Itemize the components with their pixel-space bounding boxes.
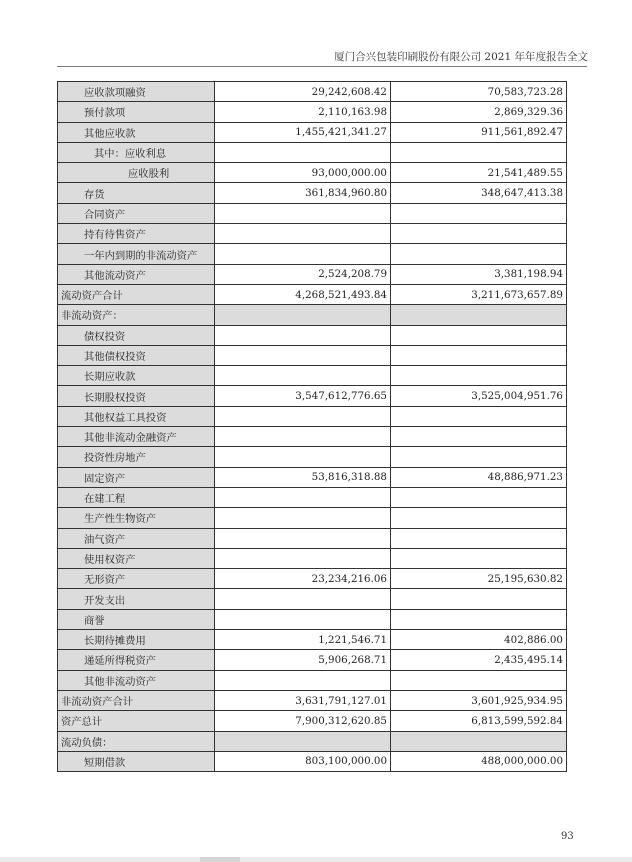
- row-label: 递延所得税资产: [58, 650, 215, 670]
- row-label: 持有待售资产: [58, 224, 215, 244]
- previous-period-value: 3,381,198.94: [391, 264, 567, 284]
- table-row: [58, 427, 567, 447]
- row-label: 长期应收款: [58, 366, 215, 386]
- previous-period-value: 2,869,329.36: [391, 102, 567, 122]
- table-row: [58, 690, 567, 710]
- previous-period-value: [391, 224, 567, 244]
- row-label: 流动负债：: [58, 731, 215, 751]
- row-label: 无形资产: [58, 569, 215, 589]
- table-row: [58, 284, 567, 304]
- table-row: [58, 163, 567, 183]
- current-period-value: 53,816,318.88: [215, 467, 391, 487]
- table-row: [58, 650, 567, 670]
- previous-period-value: [391, 528, 567, 548]
- row-label: 存货: [58, 183, 215, 203]
- current-period-value: [215, 366, 391, 386]
- previous-period-value: 48,886,971.23: [391, 467, 567, 487]
- current-period-value: [215, 325, 391, 345]
- row-label: 流动资产合计: [58, 284, 215, 304]
- current-period-value: [215, 224, 391, 244]
- current-period-value: [215, 487, 391, 507]
- table-row: [58, 142, 567, 162]
- row-label: 其他非流动资产: [58, 670, 215, 690]
- table-row: [58, 467, 567, 487]
- current-period-value: [215, 548, 391, 568]
- row-label: 长期股权投资: [58, 386, 215, 406]
- row-label: 使用权资产: [58, 548, 215, 568]
- table-row: [58, 264, 567, 284]
- previous-period-value: [391, 609, 567, 629]
- viewer-scroll-indicator: [200, 857, 240, 862]
- previous-period-value: [391, 366, 567, 386]
- row-label: 一年内到期的非流动资产: [58, 244, 215, 264]
- previous-period-value: [391, 508, 567, 528]
- row-label: 长期待摊费用: [58, 630, 215, 650]
- previous-period-value: [391, 487, 567, 507]
- table-row: [58, 731, 567, 751]
- current-period-value: [215, 203, 391, 223]
- table-row: [58, 751, 567, 771]
- current-period-value: [215, 406, 391, 426]
- table-row: [58, 82, 567, 102]
- table-row: [58, 203, 567, 223]
- table-row: [58, 183, 567, 203]
- previous-period-value: 402,886.00: [391, 630, 567, 650]
- current-period-value: [215, 244, 391, 264]
- previous-period-value: 3,211,673,657.89: [391, 284, 567, 304]
- current-period-value: 7,900,312,620.85: [215, 711, 391, 731]
- current-period-value: 1,221,546.71: [215, 630, 391, 650]
- previous-period-value: 6,813,599,592.84: [391, 711, 567, 731]
- previous-period-value: [391, 548, 567, 568]
- previous-period-value: 348,647,413.38: [391, 183, 567, 203]
- previous-period-value: [391, 325, 567, 345]
- row-label: 其他债权投资: [58, 345, 215, 365]
- row-label: 其他非流动金融资产: [58, 427, 215, 447]
- previous-period-value: [391, 447, 567, 467]
- table-row: [58, 487, 567, 507]
- table-row: [58, 386, 567, 406]
- table-row: [58, 224, 567, 244]
- previous-period-value: 70,583,723.28: [391, 82, 567, 102]
- current-period-value: 3,547,612,776.65: [215, 386, 391, 406]
- table-row: [58, 528, 567, 548]
- table-row: [58, 406, 567, 426]
- row-label: 应收股利: [58, 163, 215, 183]
- current-period-value: 3,631,791,127.01: [215, 690, 391, 710]
- balance-sheet-table: [57, 81, 567, 772]
- row-label: 合同资产: [58, 203, 215, 223]
- row-label: 其他权益工具投资: [58, 406, 215, 426]
- row-label: 非流动资产：: [58, 305, 215, 325]
- table-row: [58, 508, 567, 528]
- row-label: 非流动资产合计: [58, 690, 215, 710]
- page-number: 93: [561, 831, 574, 842]
- current-period-value: [215, 528, 391, 548]
- current-period-value: [215, 508, 391, 528]
- balance-sheet-body: [58, 82, 567, 772]
- current-period-value: [215, 345, 391, 365]
- current-period-value: 29,242,608.42: [215, 82, 391, 102]
- row-label: 其中：应收利息: [58, 142, 215, 162]
- table-row: [58, 305, 567, 325]
- previous-period-value: 911,561,892.47: [391, 122, 567, 142]
- previous-period-value: [391, 670, 567, 690]
- row-label: 短期借款: [58, 751, 215, 771]
- current-period-value: 2,110,163.98: [215, 102, 391, 122]
- current-period-value: 1,455,421,341.27: [215, 122, 391, 142]
- current-period-value: [215, 142, 391, 162]
- current-period-value: [215, 670, 391, 690]
- current-period-value: [215, 589, 391, 609]
- row-label: 其他应收款: [58, 122, 215, 142]
- table-row: [58, 244, 567, 264]
- current-period-value: 361,834,960.80: [215, 183, 391, 203]
- previous-period-value: [391, 345, 567, 365]
- table-row: [58, 548, 567, 568]
- previous-period-value: [391, 305, 567, 325]
- previous-period-value: [391, 203, 567, 223]
- table-row: [58, 447, 567, 467]
- row-label: 债权投资: [58, 325, 215, 345]
- report-header-title: 厦门合兴包装印刷股份有限公司 2021 年年度报告全文: [334, 51, 588, 63]
- row-label: 商誉: [58, 609, 215, 629]
- current-period-value: [215, 305, 391, 325]
- table-row: [58, 325, 567, 345]
- previous-period-value: [391, 406, 567, 426]
- table-row: [58, 122, 567, 142]
- current-period-value: [215, 447, 391, 467]
- table-row: [58, 609, 567, 629]
- row-label: 预付款项: [58, 102, 215, 122]
- previous-period-value: 25,195,630.82: [391, 569, 567, 589]
- previous-period-value: [391, 589, 567, 609]
- row-label: 投资性房地产: [58, 447, 215, 467]
- table-row: [58, 102, 567, 122]
- previous-period-value: 21,541,489.55: [391, 163, 567, 183]
- row-label: 油气资产: [58, 528, 215, 548]
- row-label: 生产性生物资产: [58, 508, 215, 528]
- previous-period-value: 488,000,000.00: [391, 751, 567, 771]
- previous-period-value: 3,601,925,934.95: [391, 690, 567, 710]
- table-row: [58, 711, 567, 731]
- previous-period-value: [391, 427, 567, 447]
- row-label: 应收款项融资: [58, 82, 215, 102]
- row-label: 固定资产: [58, 467, 215, 487]
- table-row: [58, 630, 567, 650]
- table-row: [58, 589, 567, 609]
- previous-period-value: [391, 244, 567, 264]
- current-period-value: 93,000,000.00: [215, 163, 391, 183]
- current-period-value: 803,100,000.00: [215, 751, 391, 771]
- current-period-value: 2,524,208.79: [215, 264, 391, 284]
- row-label: 资产总计: [58, 711, 215, 731]
- previous-period-value: [391, 142, 567, 162]
- header-divider: [57, 66, 587, 67]
- row-label: 在建工程: [58, 487, 215, 507]
- row-label: 其他流动资产: [58, 264, 215, 284]
- current-period-value: 23,234,216.06: [215, 569, 391, 589]
- table-row: [58, 569, 567, 589]
- current-period-value: [215, 731, 391, 751]
- previous-period-value: 3,525,004,951.76: [391, 386, 567, 406]
- row-label: 开发支出: [58, 589, 215, 609]
- table-row: [58, 670, 567, 690]
- table-row: [58, 345, 567, 365]
- current-period-value: [215, 609, 391, 629]
- previous-period-value: [391, 731, 567, 751]
- table-row: [58, 366, 567, 386]
- current-period-value: 5,906,268.71: [215, 650, 391, 670]
- previous-period-value: 2,435,495.14: [391, 650, 567, 670]
- current-period-value: 4,268,521,493.84: [215, 284, 391, 304]
- current-period-value: [215, 427, 391, 447]
